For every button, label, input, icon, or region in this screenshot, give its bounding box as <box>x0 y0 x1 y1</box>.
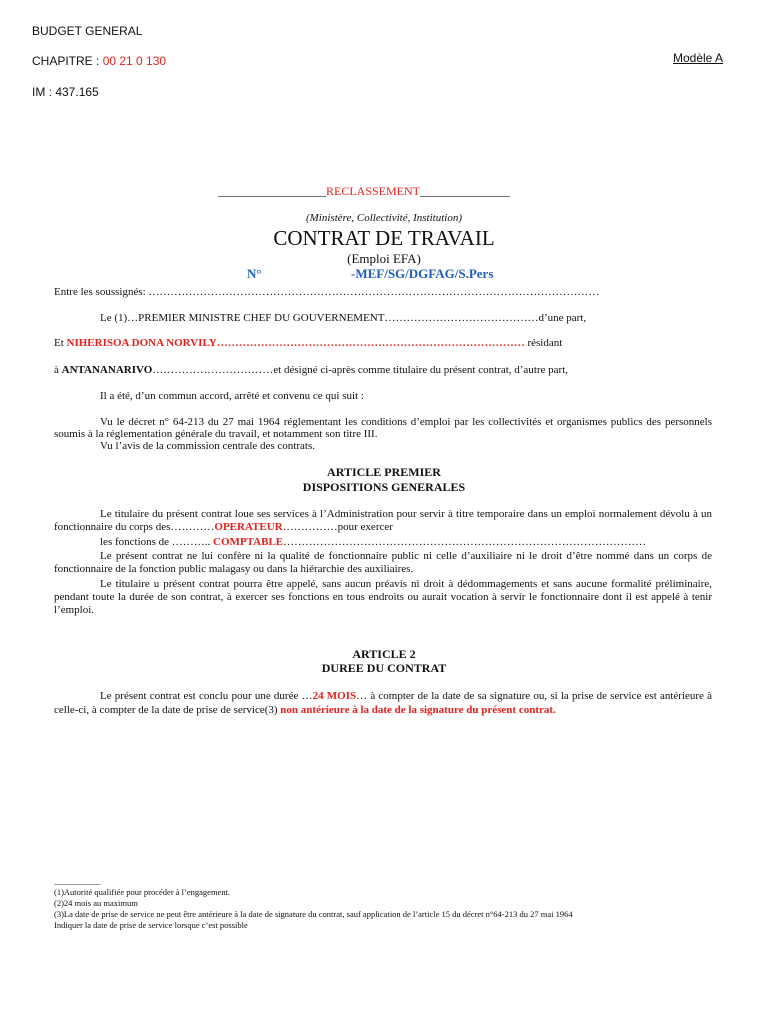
article-2-heading: ARTICLE 2 <box>352 647 416 661</box>
im-label: IM : 437.165 <box>32 85 99 99</box>
et-prefix: Et <box>54 337 67 349</box>
article1-paragraph-2: Le présent contrat ne lui confère ni la qualité de fonctionnaire public ni celle d’auxiliaire ni le droit d’être nommé dans un corps de fonctionnaire de la fonction public malagasy ou dans la hiérarchie des auxiliaires. <box>54 550 712 575</box>
city-suffix: ……………………………et désigné ci-après comme titulaire du présent contrat, d’autre part, <box>152 364 569 376</box>
dispositions-heading: DISPOSITIONS GENERALES <box>302 480 466 494</box>
article1-paragraph-1 <box>54 508 712 534</box>
fonctions-prefix: les fonctions de ……….. <box>100 536 214 548</box>
vu-decret-paragraph: Vu le décret n° 64-213 du 27 mai 1964 réglementant les conditions d’emploi par les collectivités et organismes publics des personnels soumis à la réglementation générale du travail, et notamment son titre III. <box>54 416 712 440</box>
chapitre-value: 00 21 0 130 <box>102 54 167 68</box>
fonctions-line <box>100 536 646 548</box>
emploi-line: (Emploi EFA) <box>347 251 421 266</box>
fonction-value: COMPTABLE <box>213 536 284 548</box>
a-prefix: à <box>54 364 62 376</box>
modele-label: Modèle A <box>673 51 724 65</box>
budget-label: BUDGET GENERAL <box>32 24 143 38</box>
resident-label: résidant <box>524 337 563 349</box>
article1-p1-text: Le titulaire du présent contrat loue ses services à l’Administration pour servir à titre temporaire dans un emploi normalement dévolu à un fonctionnaire du corps des………… <box>54 508 712 533</box>
footnote-rule: ___________ <box>54 876 101 886</box>
ministere-line: (Ministère, Collectivité, Institution) <box>305 212 462 224</box>
contract-title: CONTRAT DE TRAVAIL <box>273 226 495 250</box>
vu-avis-line: Vu l’avis de la commission centrale des contrats. <box>100 440 315 452</box>
titulaire-name: NIHERISOA DONA NORVILY………………………………………………………………………… <box>66 337 525 349</box>
chapitre-line <box>32 54 166 68</box>
ville-line <box>54 364 568 376</box>
duree-value: 24 MOIS <box>312 690 357 702</box>
article1-paragraph-3: Le titulaire u présent contrat pourra être appelé, sans aucun préavis ni droit à dédommagements et sans aucune formalité préliminaire, pendant toute la durée de son contrat, à exercer ses fonctions en tous endroits ou aurait vocation à servir le fonctionnaire dont il est appelé à tenir l’emploi. <box>54 578 712 616</box>
duree-heading: DUREE DU CONTRAT <box>321 661 447 675</box>
titulaire-line <box>54 337 562 349</box>
chapitre-label: CHAPITRE : <box>32 54 103 68</box>
article-premier-heading: ARTICLE PREMIER <box>327 465 441 479</box>
article2-red-clause: non antérieure à la date de la signature du présent contrat. <box>280 704 556 716</box>
footnote-2: (2)24 mois au maximum <box>54 898 138 908</box>
article2-paragraph <box>54 689 712 717</box>
article2-text-b: … à compter de la date de sa signature ou, si la prise de service est antérieure à celle-ci, à compter de la date de prise de service(3) <box>54 690 713 716</box>
footnote-1: (1)Autorité qualifiée pour procéder à l’engagement. <box>54 887 231 897</box>
article1-p1-tail: ……………pour exercer <box>282 521 393 533</box>
corps-value: OPERATEUR <box>214 521 283 533</box>
numero-label: N° <box>247 266 262 281</box>
reclassement-line <box>218 184 510 199</box>
footnote-4: Indiquer la date de prise de service lorsque c’est possible <box>54 920 248 930</box>
reclassement-rule-left: __________________ <box>218 184 326 198</box>
city-name: ANTANANARIVO <box>61 364 153 376</box>
article2-text-a: Le présent contrat est conclu pour une durée … <box>100 690 313 702</box>
reference-number: -MEF/SG/DGFAG/S.Pers <box>351 266 494 281</box>
footnote-3: (3)La date de prise de service ne peut être antérieure à la date de signature du contrat, sauf application de l’article 15 du décret n°64-213 du 27 mai 1964 <box>54 909 573 919</box>
accord-line: Il a été, d’un commun accord, arrêté et convenu ce qui suit : <box>100 390 364 402</box>
soussignes-line: Entre les soussignés: …………………………………………………………………………………………………………… <box>54 286 600 298</box>
reclassement-rule-right: _______________ <box>420 184 511 198</box>
fonctions-suffix: ……………………………………………………………………………………… <box>283 536 647 548</box>
premier-ministre-line: Le (1)…PREMIER MINISTRE CHEF DU GOUVERNEMENT……………………………………d’une part, <box>100 312 587 324</box>
reclassement-word: RECLASSEMENT <box>326 184 421 198</box>
